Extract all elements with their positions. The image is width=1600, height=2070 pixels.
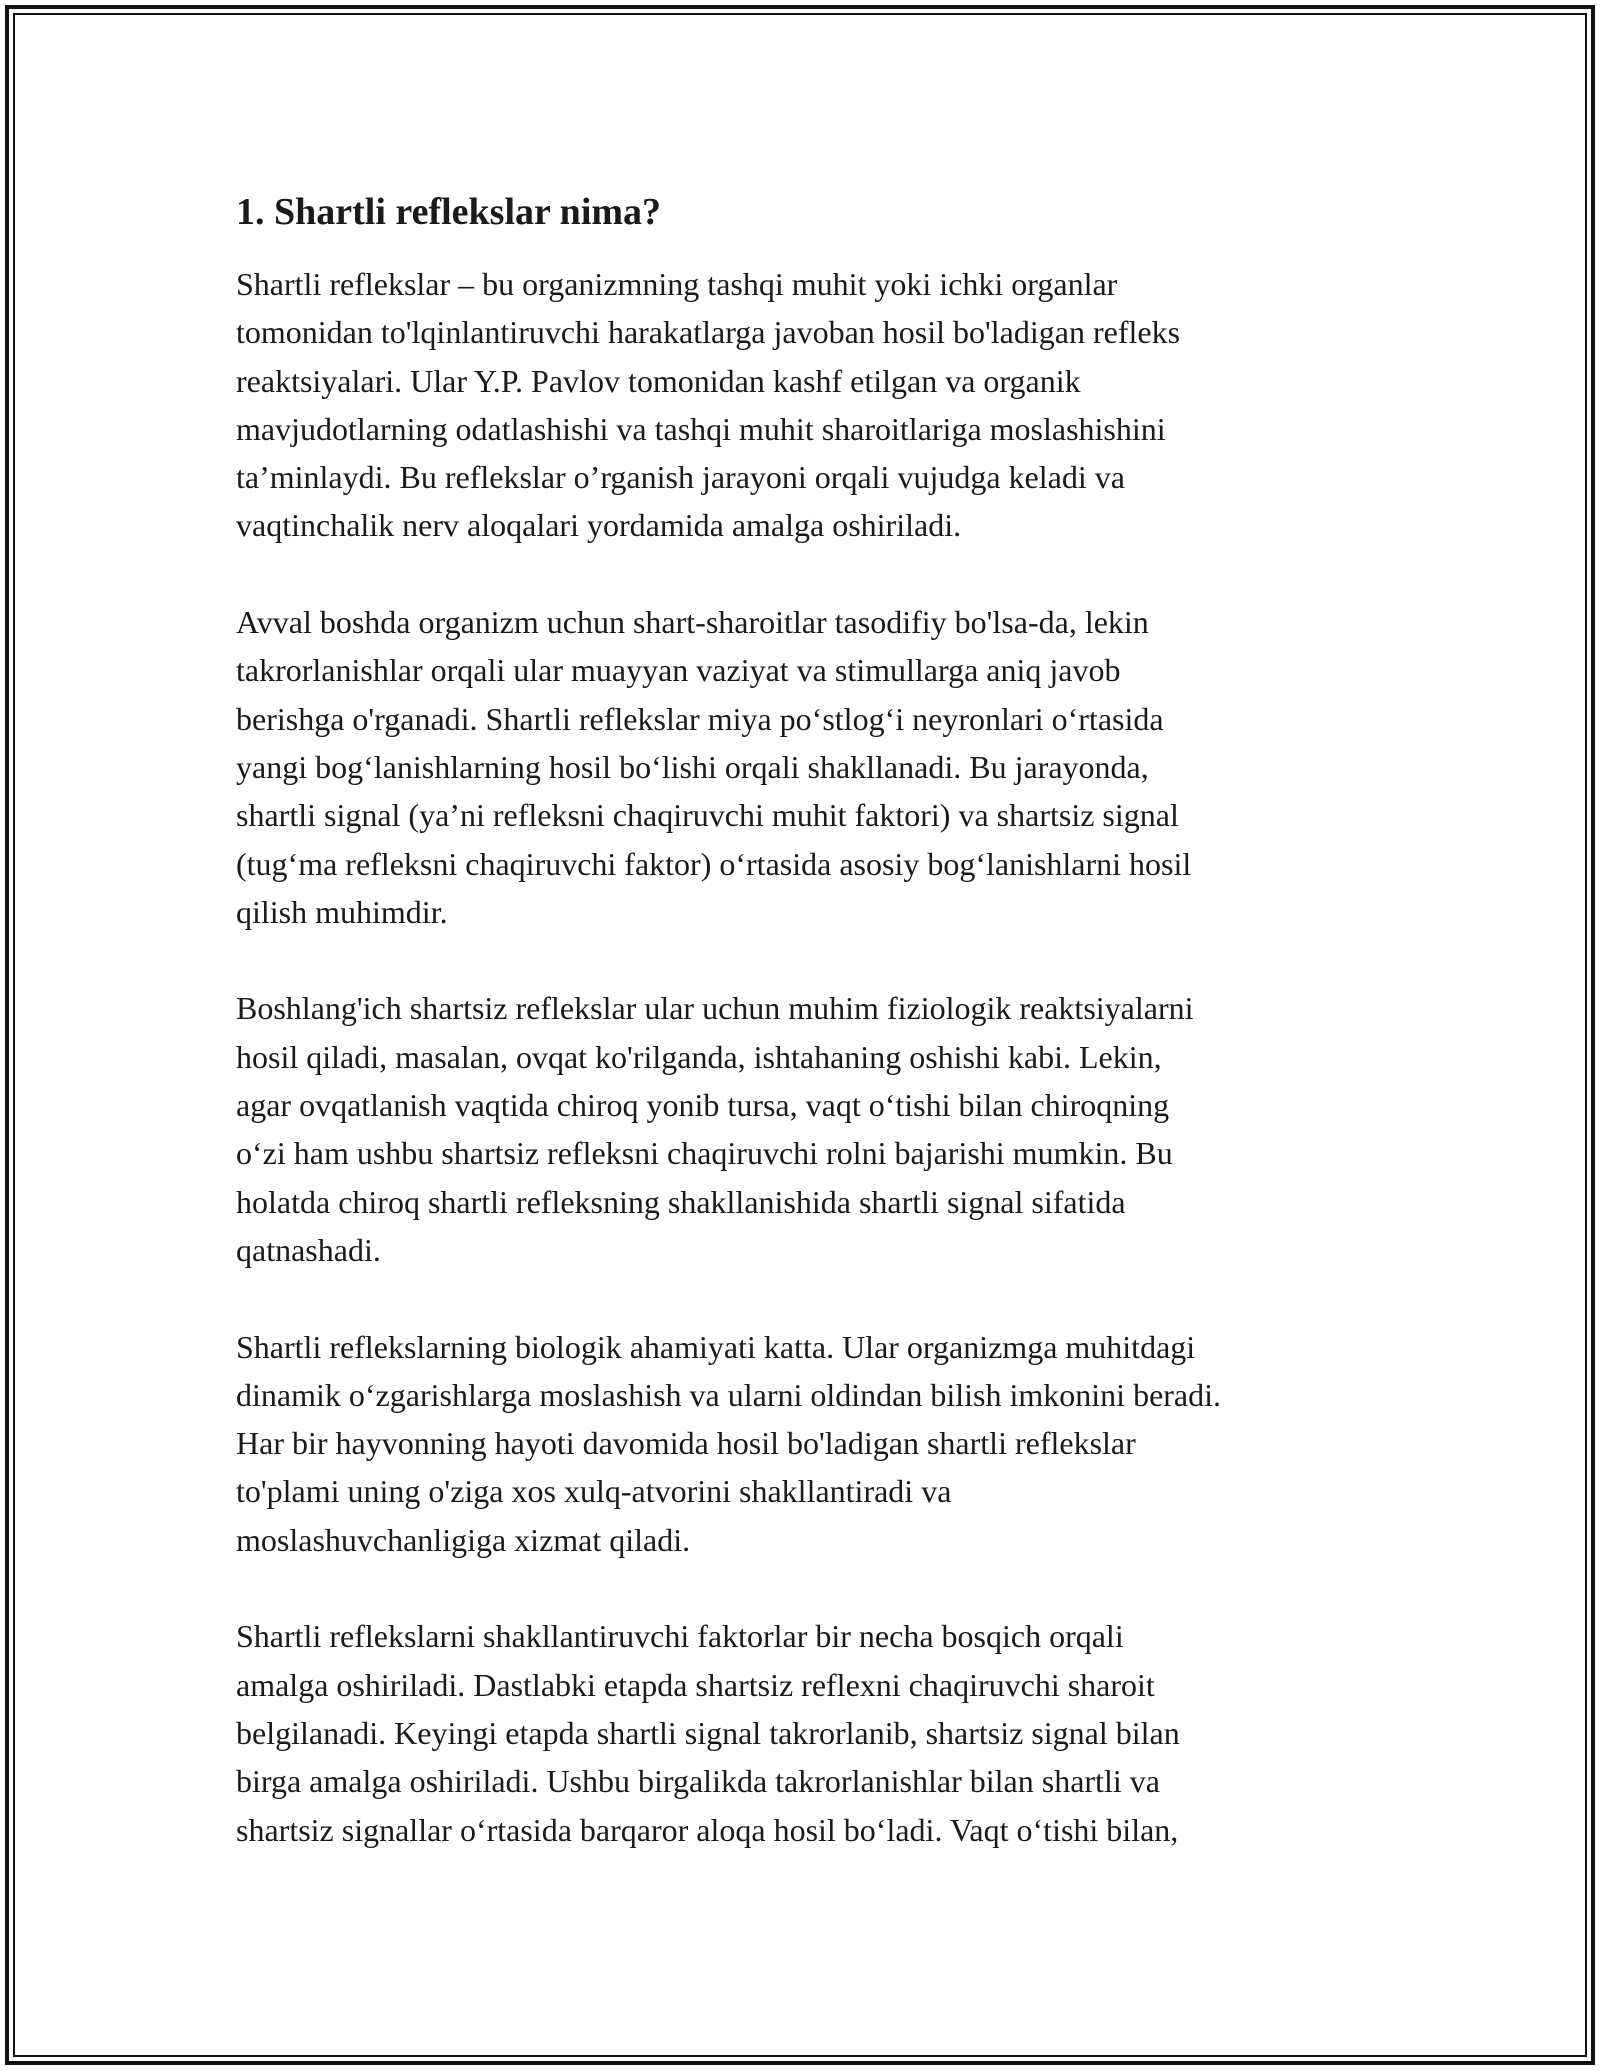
document-body xyxy=(236,186,1376,1902)
section-heading: 1. Shartli reflekslar nima? xyxy=(236,191,662,233)
paragraph-1: Shartli reflekslar – bu organizmning tashqi muhit yoki ichki organlar tomonidan to'lqinlantiruvchi harakatlarga javoban hosil bo'ladigan refleks reaktsiyalari. Ular Y.P. Pavlov tomonidan kashf etilgan va organik mavjudotlarning odatlashishi va tashqi muhit sharoitlariga moslashishini ta’minlaydi. Bu reflekslar o’rganish jarayoni orqali vujudga keladi va vaqtinchalik nerv aloqalari yordamida amalga oshiriladi. xyxy=(236,266,1181,544)
paragraph-5: Shartli reflekslarni shakllantiruvchi faktorlar bir necha bosqich orqali amalga oshiriladi. Dastlabki etapda shartsiz reflexni chaqiruvchi sharoit belgilanadi. Keyingi etapda shartli signal takrorlanib, shartsiz signal bilan birga amalga oshiriladi. Ushbu birgalikda takrorlanishlar bilan shartli va shartsiz signallar o‘rtasida barqaror aloqa hosil bo‘ladi. Vaqt o‘tishi bilan, xyxy=(236,1618,1180,1848)
paragraph-2: Avval boshda organizm uchun shart-sharoitlar tasodifiy bo'lsa-da, lekin takrorlanishlar orqali ular muayyan vaziyat va stimullarga aniq javob berishga o'rganadi. Shartli reflekslar miya po‘stlog‘i neyronlari o‘rtasida yangi bog‘lanishlarning hosil bo‘lishi orqali shakllanadi. Bu jarayonda, shartli signal (ya’ni refleksni chaqiruvchi muhit faktori) va shartsiz signal (tug‘ma refleksni chaqiruvchi faktor) o‘rtasida asosiy bog‘lanishlarni hosil qilish muhimdir. xyxy=(236,604,1192,930)
paragraph-4: Shartli reflekslarning biologik ahamiyati katta. Ular organizmga muhitdagi dinamik o‘zgarishlarga moslashish va ularni oldindan bilish imkonini beradi. Har bir hayvonning hayoti davomida hosil bo'ladigan shartli reflekslar to'plami uning o'ziga xos xulq-atvorini shakllantiradi va moslashuvchanligiga xizmat qiladi. xyxy=(236,1328,1222,1558)
paragraph-3: Boshlang'ich shartsiz reflekslar ular uchun muhim fiziologik reaktsiyalarni hosil qiladi, masalan, ovqat ko'rilganda, ishtahaning oshishi kabi. Lekin, agar ovqatlanish vaqtida chiroq yonib tursa, vaqt o‘tishi bilan chiroqning o‘zi ham ushbu shartsiz refleksni chaqiruvchi rolni bajarishi mumkin. Bu holatda chiroq shartli refleksning shakllanishida shartli signal sifatida qatnashadi. xyxy=(236,990,1194,1268)
